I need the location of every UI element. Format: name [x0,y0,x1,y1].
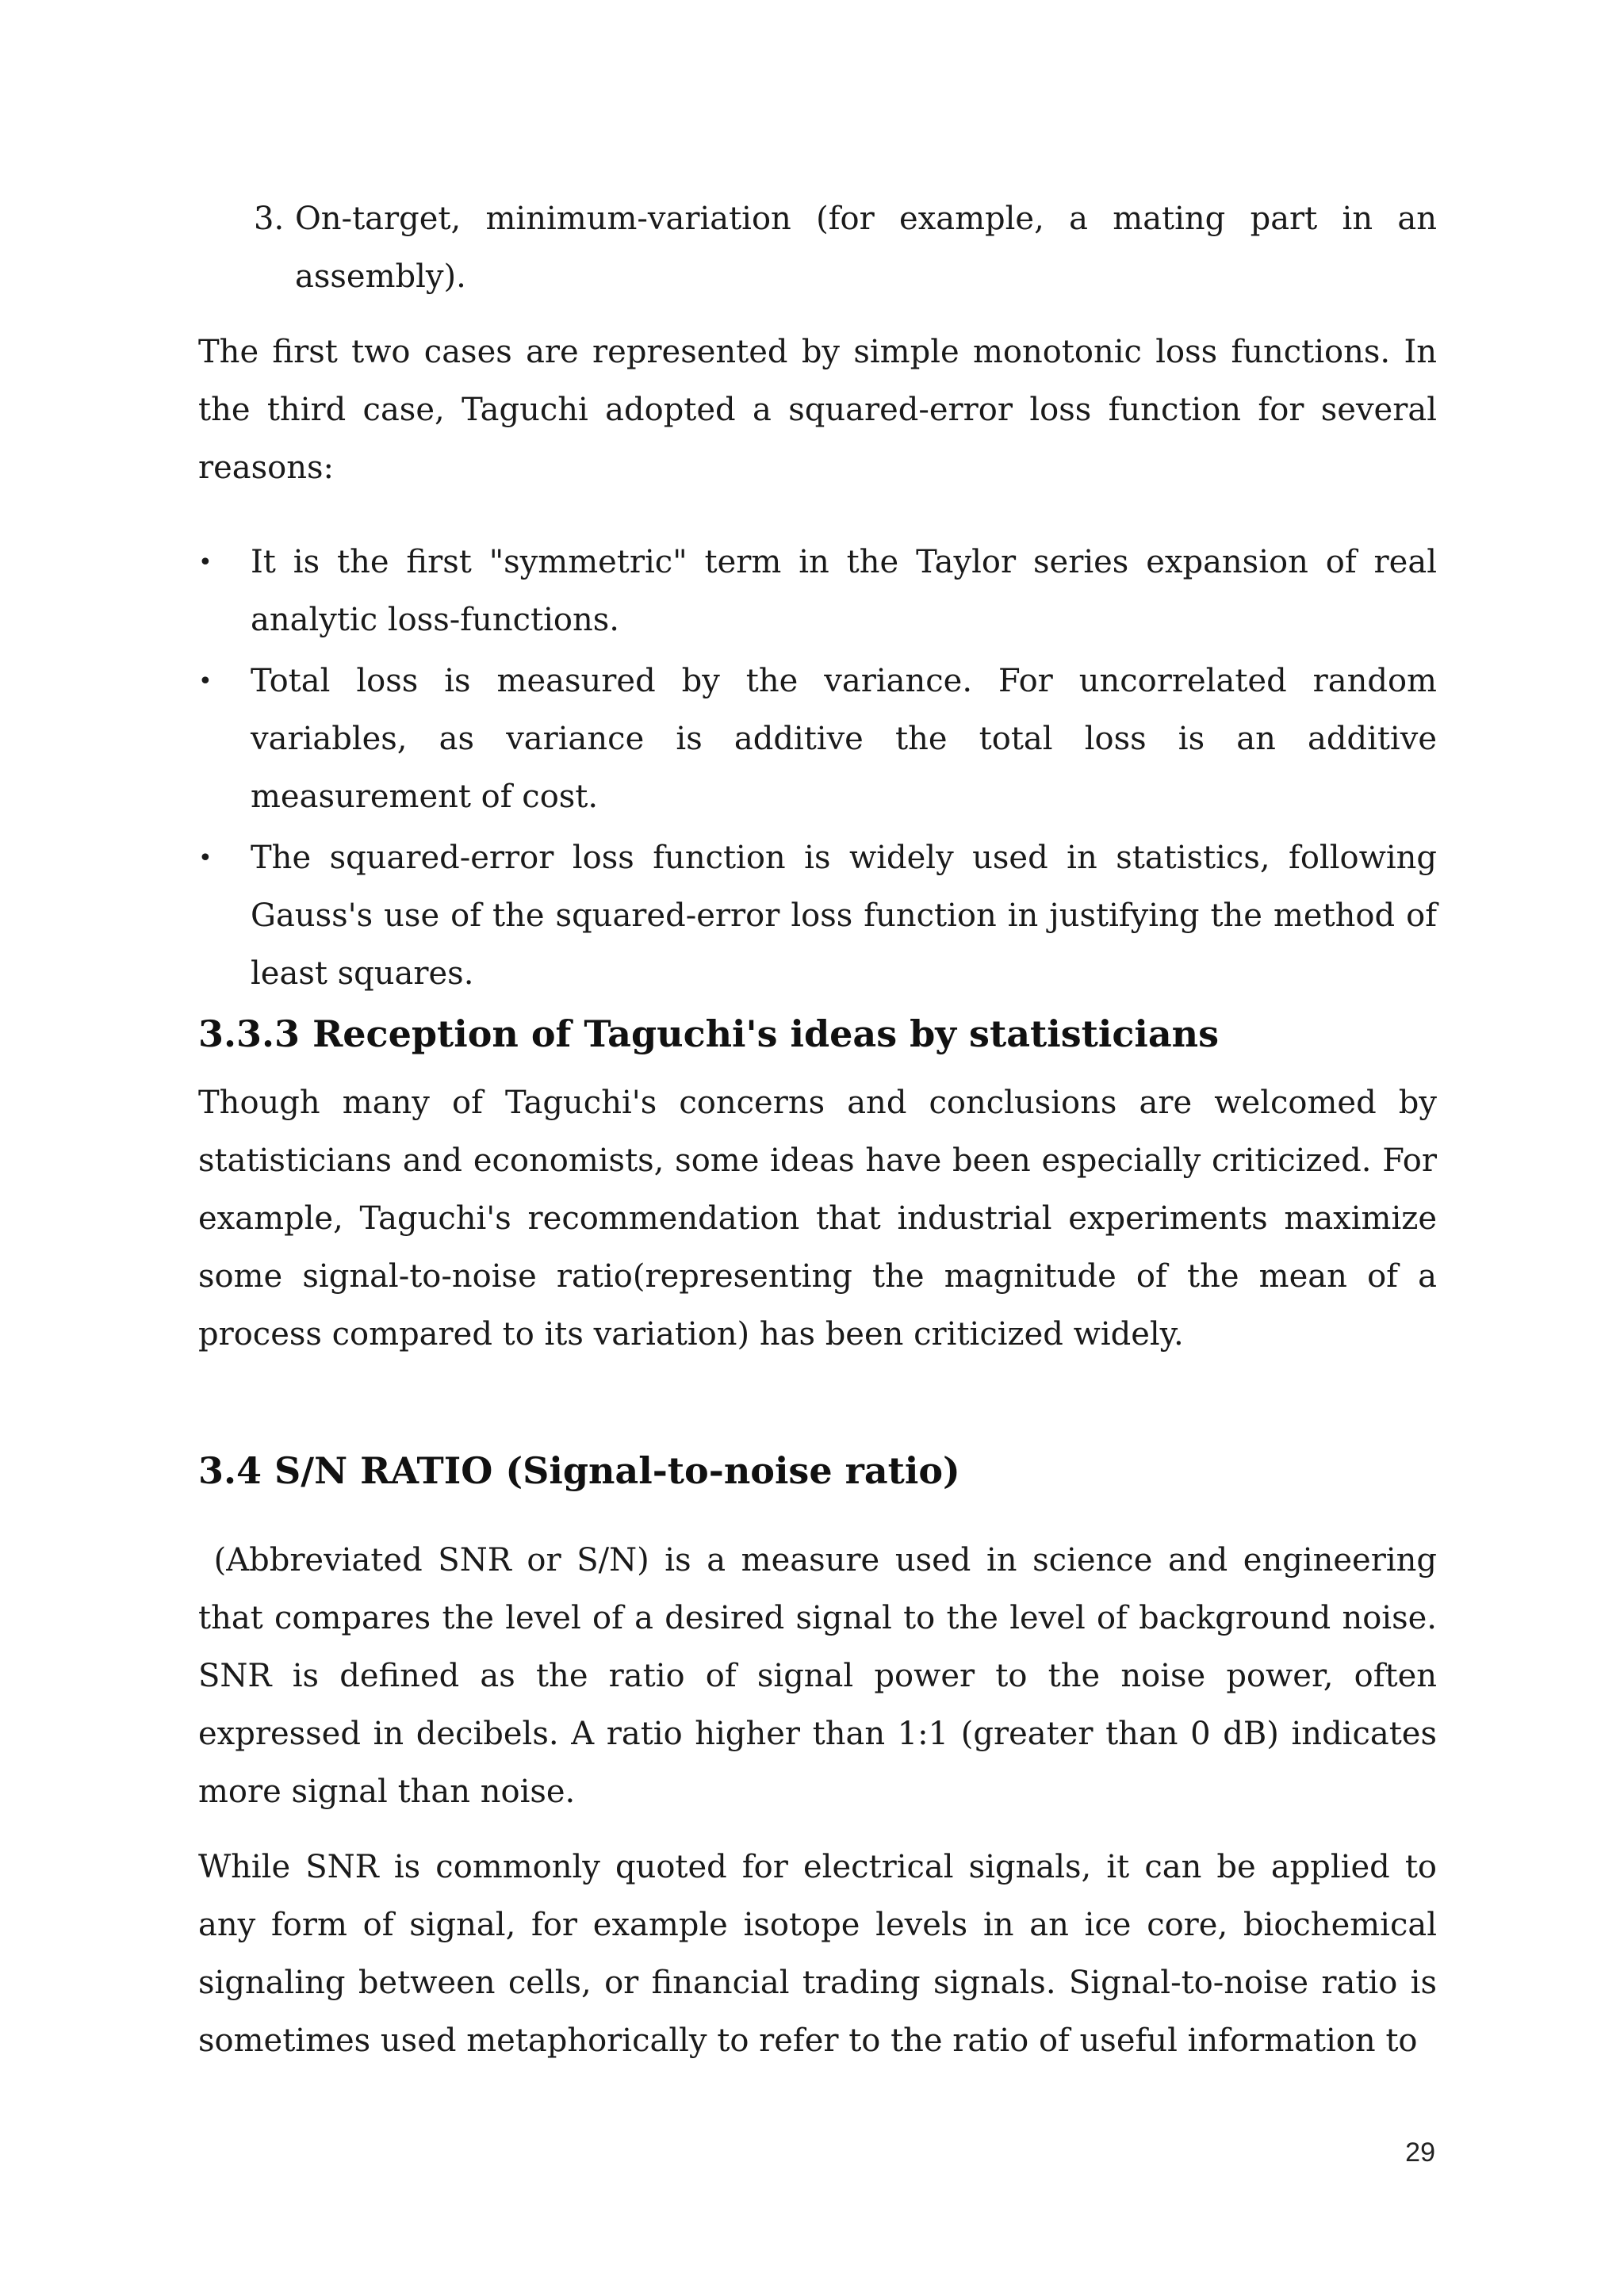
paragraph-snr-definition: (Abbreviated SNR or S/N) is a measure used in science and engineering that compares the level of a desired signal to the level of background noise. SNR is defined as the ratio of signal power to the noise power, often expressed in decibels. A ratio higher than 1:1 (greater than 0 dB) indicates more signal than noise. [198,1542,1447,1810]
bullet-icon: • [198,549,213,576]
numbered-item-3 [198,190,1437,306]
list-item [198,652,1437,826]
page-number: 29 [1405,2137,1435,2168]
bullet-text: Total loss is measured by the variance. For uncorrelated random variables, as variance is additive the total loss is an additive measurement of cost. [251,663,1437,815]
section-heading-3-3-3: 3.3.3 Reception of Taguchi's ideas by statisticians [198,1012,1219,1055]
reasons-list [198,534,1437,1003]
document-page [198,190,1447,2070]
list-item [198,534,1437,649]
bullet-text: The squared-error loss function is widely used in statistics, following Gauss's use of the squared-error loss function in justifying the method of least squares. [251,840,1437,992]
paragraph-loss-cases: The first two cases are represented by simple monotonic loss functions. In the third case, Taguchi adopted a squared-error loss function for several reasons: [198,334,1437,486]
paragraph-reception: Though many of Taguchi's concerns and conclusions are welcomed by statisticians and economists, some ideas have been especially criticized. For example, Taguchi's recommendation that industrial experiments maximize some signal-to-noise ratio(representing the magnitude of the mean of a process compared to its variation) has been criticized widely. [198,1085,1437,1353]
list-item [198,829,1437,1003]
section-heading-3-4: 3.4 S/N RATIO (Signal-to-noise ratio) [198,1449,960,1492]
bullet-icon: • [198,668,213,695]
bullet-icon: • [198,844,213,872]
paragraph-snr-applications: While SNR is commonly quoted for electrical signals, it can be applied to any form of signal, for example isotope levels in an ice core, biochemical signaling between cells, or financial trading signals. Signal-to-noise ratio is sometimes used metaphorically to refer to the ratio of useful information to [198,1849,1437,2059]
list-item-text: On-target, minimum-variation (for example, a mating part in an assembly). [295,201,1437,295]
list-number: 3. [254,201,285,237]
bullet-text: It is the first "symmetric" term in the Taylor series expansion of real analytic loss-functions. [251,544,1437,638]
